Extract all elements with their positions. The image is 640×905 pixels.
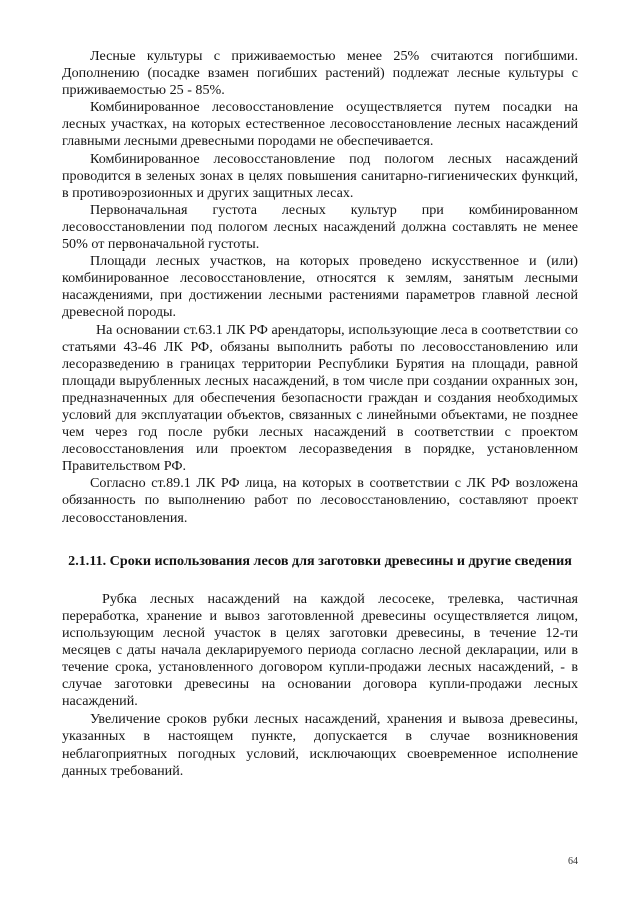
paragraph: Площади лесных участков, на которых проведено искусственное и (или) комбинированное лесовосстановление, относятся к землям, занятым лесными насаждениями, при достижении лесными растениями параметров главной лесной древесной породы. <box>62 253 578 321</box>
section-heading: 2.1.11. Сроки использования лесов для заготовки древесины и другие сведения <box>68 552 572 569</box>
paragraph: Увеличение сроков рубки лесных насаждений, хранения и вывоза древесины, указанных в настоящем пункте, допускается в случае возникновения неблагоприятных погодных условий, исключающих своевременное исполнение данных требований. <box>62 711 578 779</box>
paragraph: Комбинированное лесовосстановление осуществляется путем посадки на лесных участках, на которых естественное лесовосстановление лесных насаждений главными лесными древесными породами не обеспечивается. <box>62 99 578 150</box>
paragraph: Лесные культуры с приживаемостью менее 25% считаются погибшими. Дополнению (посадке взамен погибших растений) подлежат лесные культуры с приживаемостью 25 - 85%. <box>62 48 578 99</box>
paragraph: Первоначальная густота лесных культур при комбинированном лесовосстановлении под пологом лесных насаждений должна составлять не менее 50% от первоначальной густоты. <box>62 201 578 253</box>
paragraph: Рубка лесных насаждений на каждой лесосеке, трелевка, частичная переработка, хранение и вывоз заготовленной древесины осуществляется лицом, использующим лесной участок в целях заготовки древесины, в течение 12-ти месяцев с даты начала декларируемого периода согласно лесной декларации, или в течение срока, установленного договором купли-продажи лесных насаждений, - в случае заготовки древесины на основании договора купли-продажи лесных насаждений. <box>62 590 578 710</box>
page-number: 64 <box>568 856 578 867</box>
paragraph: Согласно ст.89.1 ЛК РФ лица, на которых в соответствии с ЛК РФ возложена обязанность по выполнению работ по лесовосстановлению, составляют проект лесовосстановления. <box>62 475 578 526</box>
paragraph: Комбинированное лесовосстановление под пологом лесных насаждений проводится в зеленых зонах в целях повышения санитарно-гигиенических функций, в противоэрозионных и других защитных лесах. <box>62 150 578 201</box>
page-content <box>62 48 578 780</box>
section-body <box>62 591 578 780</box>
paragraph: На основании ст.63.1 ЛК РФ арендаторы, использующие леса в соответствии со статьями 43-46 ЛК РФ, обязаны выполнить работы по лесовосстановлению или лесоразведению в границах территории Республики Бурятия на площади, равной площади вырубленных лесных насаждений, в том числе при создании охранных зон, предназначенных для обеспечения безопасности граждан и создания необходимых условий для эксплуатации объектов, связанных с линейными объектами, не позднее чем через год после рубки лесных насаждений в соответствии с проектом лесовосстановления или проектом лесоразведения в порядке, установленном Правительством РФ. <box>62 321 578 475</box>
